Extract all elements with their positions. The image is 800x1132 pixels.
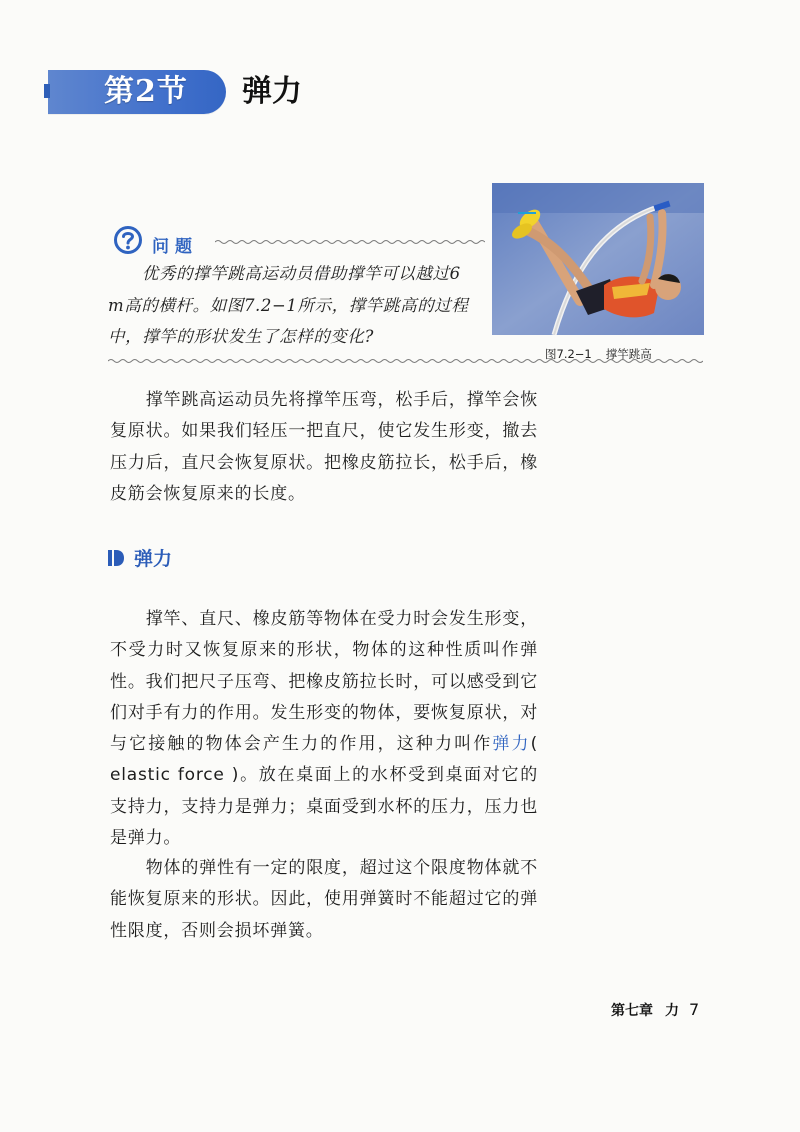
elastic-text-after: ( elastic force )。放在桌面上的水杯受到桌面对它的支持力，支持力是弹力；桌面受到水杯的压力，压力也是弹力。 (110, 734, 538, 849)
question-divider-top (215, 238, 485, 246)
footer-topic: 力 (665, 1003, 679, 1019)
page-number: 7 (689, 1000, 700, 1019)
figure-number: 图7.2−1 (545, 347, 592, 361)
figure-caption (545, 346, 652, 362)
elastic-force-term: 弹力 (492, 734, 531, 755)
question-text: 优秀的撑竿跳高运动员借助撑竿可以越过6 m高的横杆。如图7.2−1所示，撑竿跳高的过程中，撑竿的形状发生了怎样的变化? (108, 264, 469, 346)
elastic-limit-paragraph: 物体的弹性有一定的限度，超过这个限度物体就不能恢复原来的形状。因此，使用弹簧时不能超过它的弹性限度，否则会损坏弹簧。 (110, 858, 538, 941)
intro-paragraph: 撑竿跳高运动员先将撑竿压弯，松手后，撑竿会恢复原状。如果我们轻压一把直尺，使它发生形变，撤去压力后，直尺会恢复原状。把橡皮筋拉长，松手后，橡皮筋会恢复原来的长度。 (110, 390, 538, 504)
elastic-force-paragraph (110, 604, 538, 854)
question-heading: 问题 (152, 237, 198, 257)
subsection-marker-icon (108, 549, 124, 567)
elastic-text-before: 撑竿、直尺、橡皮筋等物体在受力时会发生形变，不受力时又恢复原来的形状，物体的这种性质叫作弹性。我们把尺子压弯、把橡皮筋拉长时，可以感受到它们对手有力的作用。发生形变的物体，要恢复原状，对与它接触的物体会产生力的作用，这种力叫作 (110, 609, 538, 755)
footer-chapter: 第七章 (611, 1003, 653, 1019)
subsection-title: 弹力 (134, 548, 173, 570)
section-number: 第2节 (104, 74, 188, 109)
section-title: 弹力 (242, 74, 302, 109)
pole-vault-photo (492, 183, 704, 335)
question-icon (113, 225, 143, 255)
figure-caption-text: 撑竿跳高 (605, 347, 652, 361)
page-footer (611, 1000, 699, 1020)
